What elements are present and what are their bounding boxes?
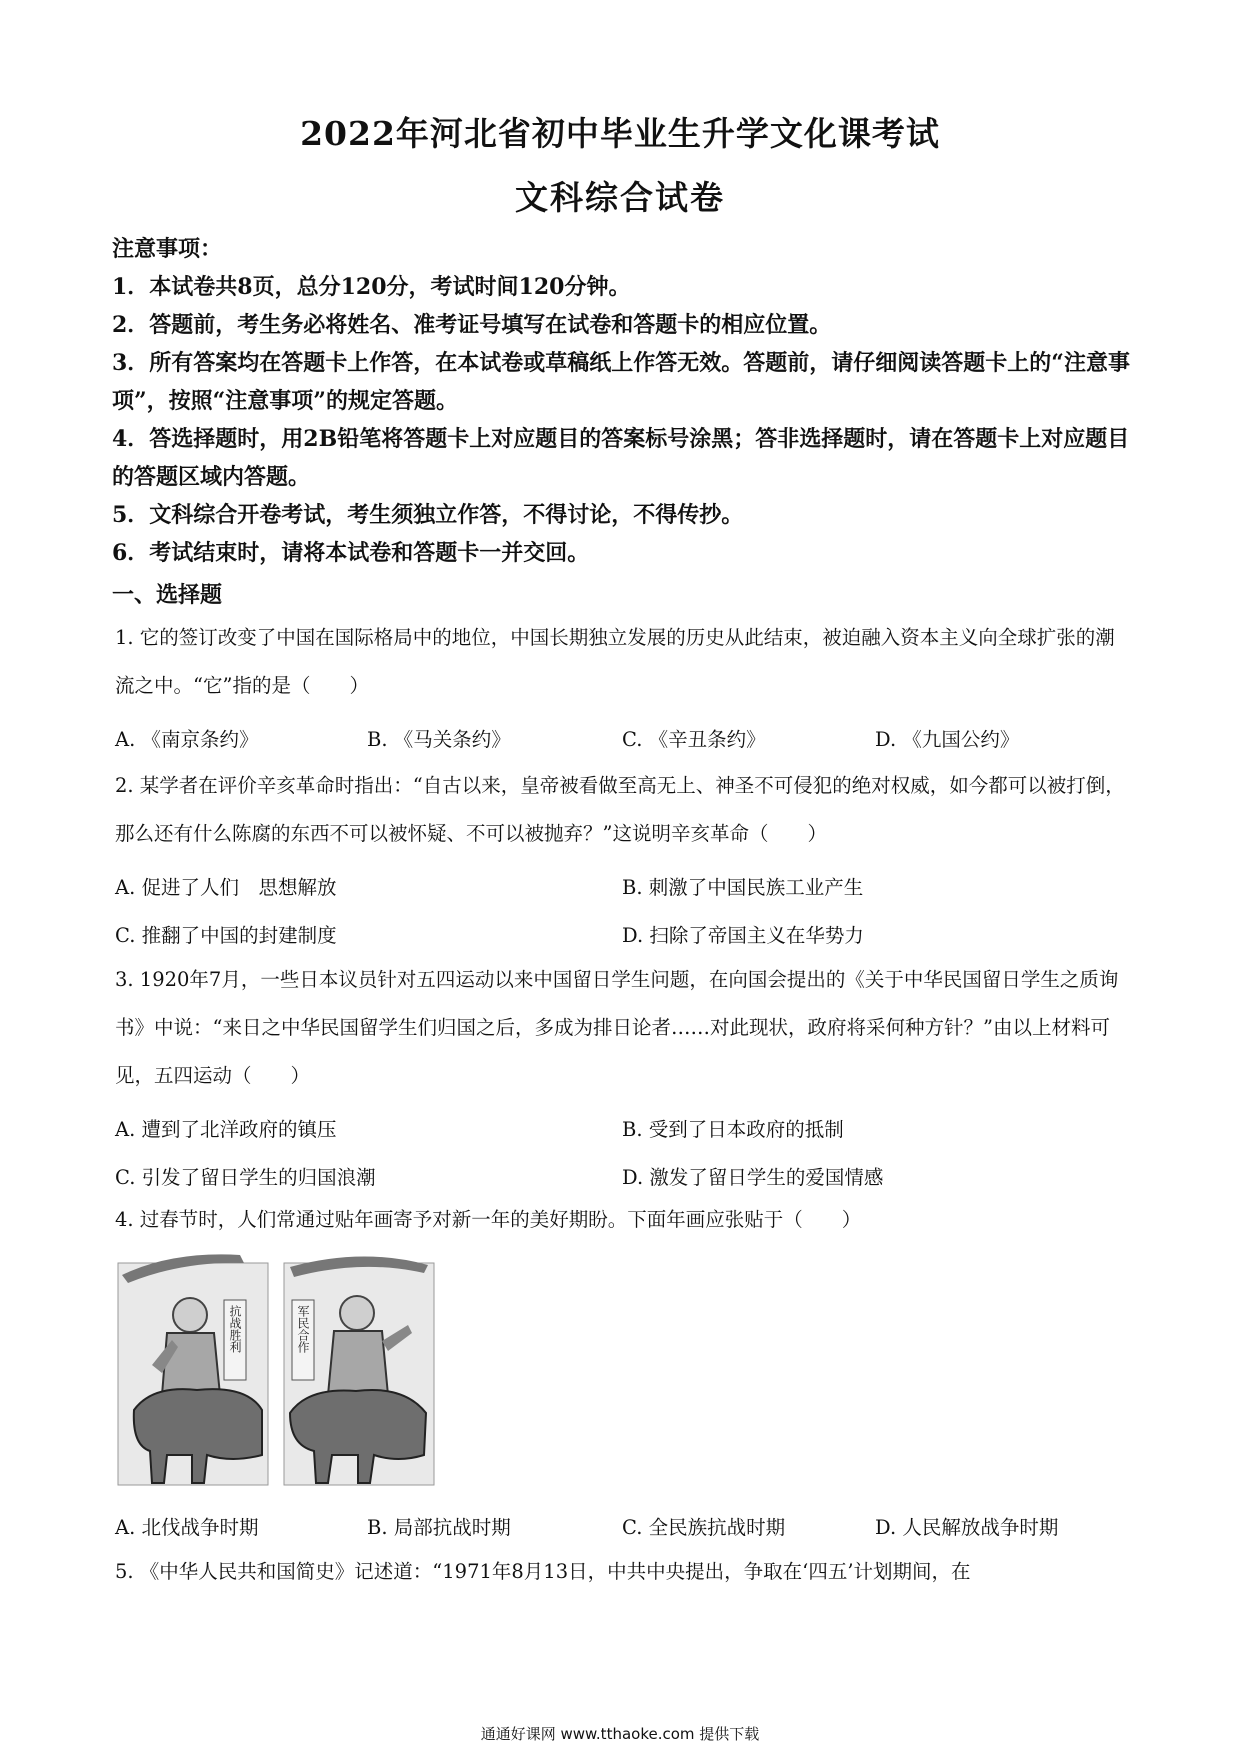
exam-subtitle: 文科综合试卷 [515, 178, 725, 217]
question-4-stem: 4. 过春节时，人们常通过贴年画寄予对新一年的美好期盼。下面年画应张贴于（ ） [115, 1208, 862, 1231]
question-2-stem: 2. 某学者在评价辛亥革命时指出：“自古以来，皇帝被看做至高无上、神圣不可侵犯的绝对权威，如今都可以被打倒，那么还有什么陈腐的东西不可以被怀疑、不可以被抛弃？”这说明辛亥革命（ ） [115, 774, 1125, 845]
option-b: B. 《马关条约》 [367, 728, 511, 751]
instruction-item: 3．所有答案均在答题卡上作答，在本试卷或草稿纸上作答无效。答题前，请仔细阅读答题卡上的“注意事项”，按照“注意事项”的规定答题。 [112, 350, 1130, 414]
option-b: B. 刺激了中国民族工业产生 [622, 876, 864, 899]
option-c: C. 引发了留日学生的归国浪潮 [115, 1166, 376, 1189]
question-2-options-row1 [115, 872, 1133, 912]
option-d: D. 《九国公约》 [875, 728, 1020, 751]
instructions [112, 230, 1132, 572]
question-1-stem: 1. 它的签订改变了中国在国际格局中的地位，中国长期独立发展的历史从此结束，被迫融入资本主义向全球扩张的潮流之中。“它”指的是（ ） [115, 626, 1115, 697]
instruction-item: 4．答选择题时，用2B铅笔将答题卡上对应题目的答案标号涂黑；答非选择题时，请在答题卡上对应题目的答题区域内答题。 [112, 426, 1130, 490]
right-banner-text: 军民合作 [296, 1305, 310, 1353]
question-1-options [115, 724, 1133, 764]
right-panel [284, 1256, 434, 1485]
option-d: D. 人民解放战争时期 [875, 1516, 1059, 1539]
option-c: C. 全民族抗战时期 [622, 1516, 786, 1539]
option-d: D. 激发了留日学生的爱国情感 [622, 1166, 884, 1189]
option-a: A. 遭到了北洋政府的镇压 [115, 1118, 337, 1141]
question-5-stem: 5. 《中华人民共和国简史》记述道：“1971年8月13日，中共中央提出，争取在‘四五’计划期间，在 [115, 1560, 971, 1583]
left-banner-text: 抗战胜利 [228, 1305, 242, 1353]
instruction-item: 2．答题前，考生务必将姓名、准考证号填写在试卷和答题卡的相应位置。 [112, 312, 832, 338]
page-footer: 通通好课网 www.tthaoke.com 提供下载 [480, 1725, 760, 1743]
instruction-item: 5．文科综合开卷考试，考生须独立作答，不得讨论，不得传抄。 [112, 502, 744, 528]
option-a: A. 《南京条约》 [115, 728, 259, 751]
question-2-options-row2 [115, 920, 1133, 960]
left-panel [118, 1254, 268, 1485]
question-3-options-row1 [115, 1114, 1133, 1154]
instruction-item: 1．本试卷共8页，总分120分，考试时间120分钟。 [112, 274, 631, 300]
option-d: D. 扫除了帝国主义在华势力 [622, 924, 864, 947]
option-a: A. 北伐战争时期 [115, 1516, 259, 1539]
instructions-heading: 注意事项： [112, 236, 223, 262]
option-a: A. 促进了人们 思想解放 [115, 876, 337, 899]
option-b: B. 局部抗战时期 [367, 1516, 511, 1539]
section-heading: 一、选择题 [112, 582, 223, 608]
question-3-stem: 3. 1920年7月，一些日本议员针对五四运动以来中国留日学生问题，在向国会提出的《关于中华民国留日学生之质询书》中说：“来日之中华民国留学生们归国之后，多成为排日论者……对此现状，政府将采何种方针？”由以上材料可见，五四运动（ ） [115, 968, 1119, 1087]
option-b: B. 受到了日本政府的抵制 [622, 1118, 844, 1141]
option-c: C. 《辛丑条约》 [622, 728, 766, 751]
new-year-painting-image [112, 1245, 462, 1500]
question-4-options [115, 1512, 1133, 1552]
instruction-item: 6．考试结束时，请将本试卷和答题卡一并交回。 [112, 540, 590, 566]
exam-title: 2022年河北省初中毕业生升学文化课考试 [300, 114, 940, 153]
new-year-painting-figure [112, 1245, 462, 1500]
option-c: C. 推翻了中国的封建制度 [115, 924, 337, 947]
